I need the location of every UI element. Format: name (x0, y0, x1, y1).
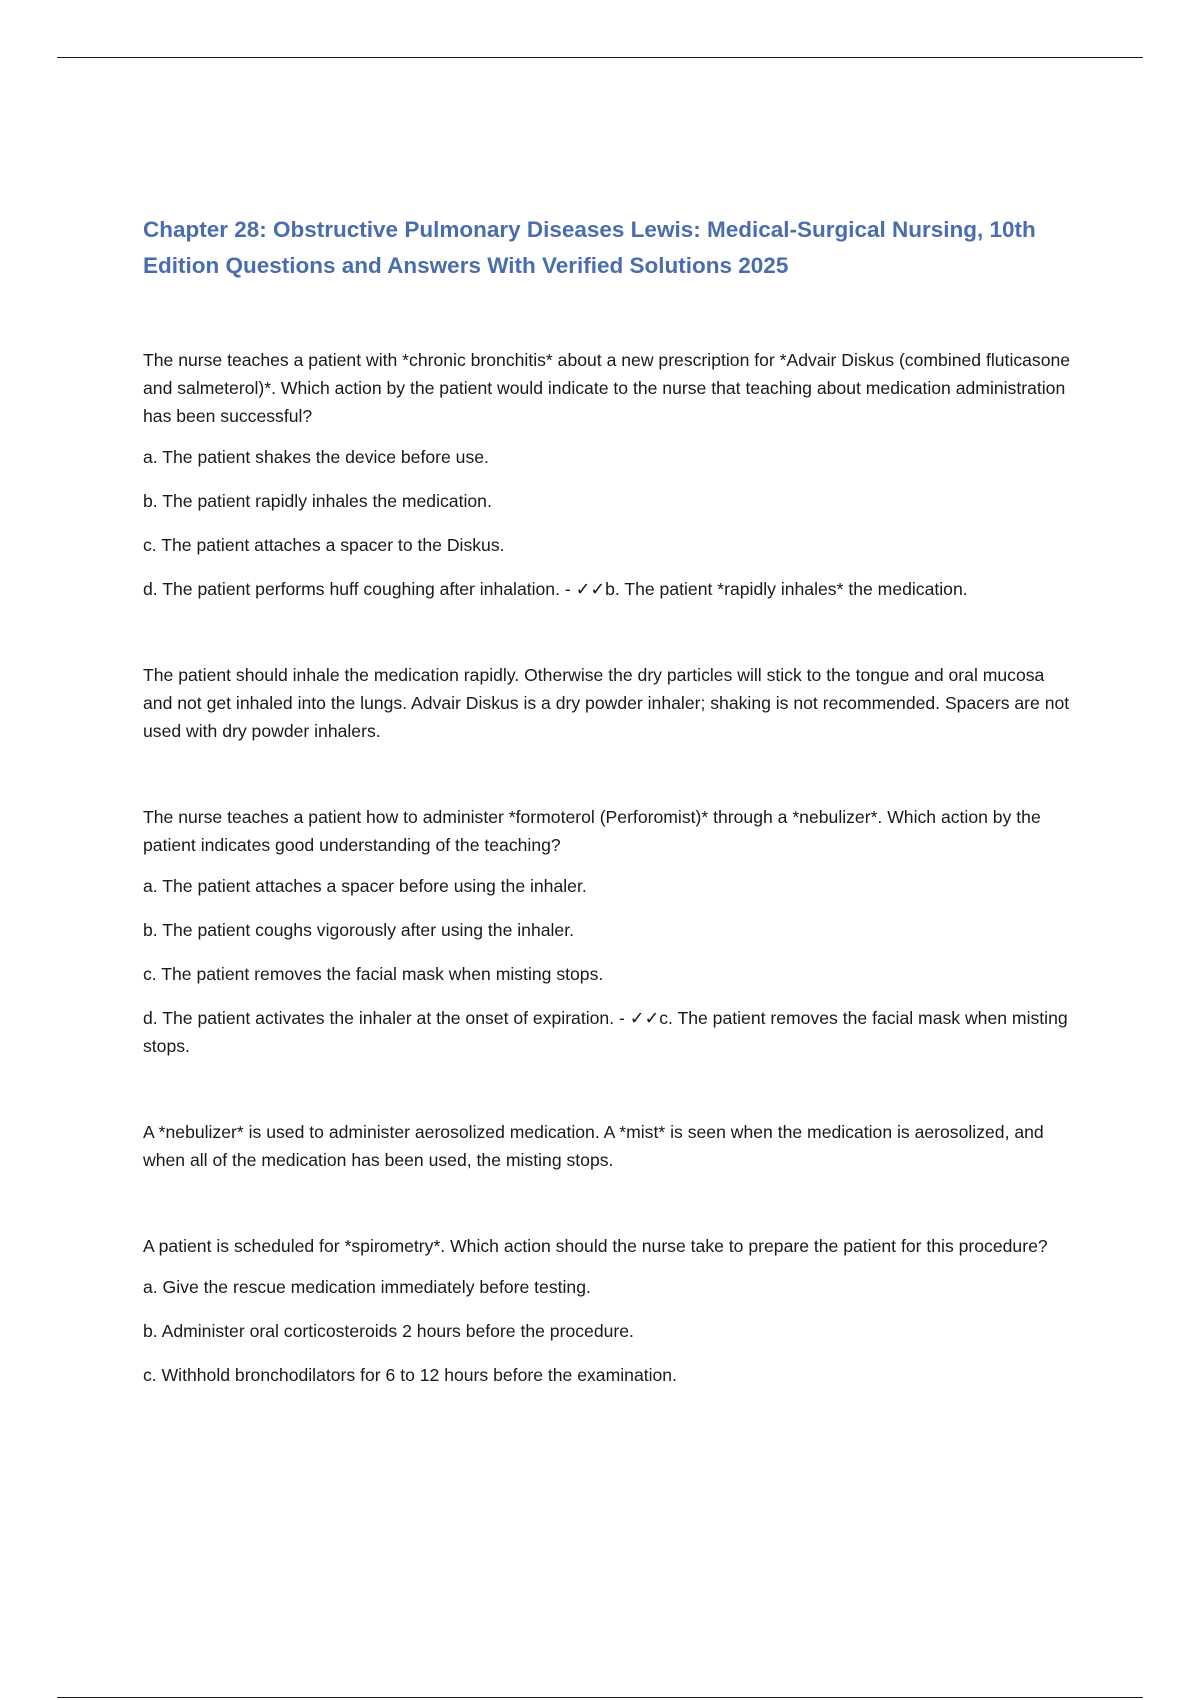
answer-option: d. The patient performs huff coughing after inhalation. - ✓✓b. The patient *rapidly inhales* the medication. (143, 579, 968, 599)
answer-option: a. The patient shakes the device before use. (143, 447, 489, 467)
question-text: The nurse teaches a patient how to administer *formoterol (Perforomist)* through a *nebulizer*. Which action by the patient indicates good understanding of the teaching? (143, 807, 1041, 855)
answer-explanation: The patient should inhale the medication rapidly. Otherwise the dry particles will stick to the tongue and oral mucosa and not get inhaled into the lungs. Advair Diskus is a dry powder inhaler; shaking is not recommended. Spacers are not used with dry powder inhalers. (143, 665, 1070, 741)
answer-option: c. The patient attaches a spacer to the Diskus. (143, 535, 505, 555)
answer-option: c. Withhold bronchodilators for 6 to 12 hours before the examination. (143, 1365, 677, 1385)
answer-explanation: A *nebulizer* is used to administer aerosolized medication. A *mist* is seen when the medication is aerosolized, and when all of the medication has been used, the misting stops. (143, 1122, 1044, 1170)
answer-option: b. Administer oral corticosteroids 2 hours before the procedure. (143, 1321, 634, 1341)
answer-option: a. Give the rescue medication immediately before testing. (143, 1277, 591, 1297)
question-text: A patient is scheduled for *spirometry*. Which action should the nurse take to prepare the patient for this procedure? (143, 1236, 1048, 1256)
document-body (143, 212, 1073, 1405)
answer-option: a. The patient attaches a spacer before using the inhaler. (143, 876, 587, 896)
question-text: The nurse teaches a patient with *chronic bronchitis* about a new prescription for *Advair Diskus (combined fluticasone and salmeterol)*. Which action by the patient would indicate to the nurse that teaching about medication administration has been successful? (143, 350, 1071, 426)
answer-option: d. The patient activates the inhaler at the onset of expiration. - ✓✓c. The patient removes the facial mask when misting stops. (143, 1008, 1068, 1056)
answer-option: b. The patient coughs vigorously after using the inhaler. (143, 920, 574, 940)
footer-rule (57, 1697, 1143, 1698)
answer-option: c. The patient removes the facial mask when misting stops. (143, 964, 604, 984)
document-title: Chapter 28: Obstructive Pulmonary Diseases Lewis: Medical-Surgical Nursing, 10th Edition Questions and Answers With Verified Solutions 2025 (143, 217, 1036, 278)
header-rule (57, 57, 1143, 58)
answer-option: b. The patient rapidly inhales the medication. (143, 491, 492, 511)
